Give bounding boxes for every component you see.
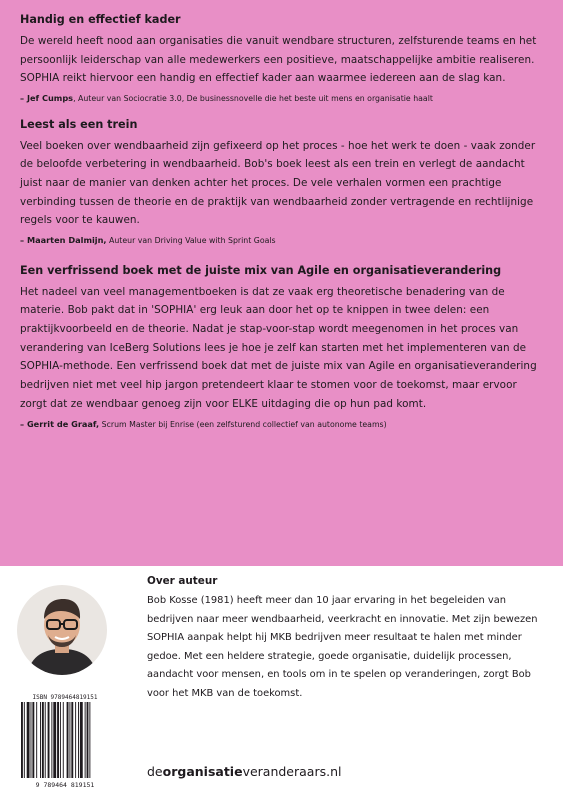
barcode-bar xyxy=(75,702,76,778)
barcode-bar xyxy=(40,702,41,778)
barcode-bar xyxy=(87,702,89,778)
review-body: De wereld heeft nood aan organisaties die vanuit wendbare structuren, zelfsturende teams en het persoonlijk leiderschap van alle medewerkers een positieve, maatschappelijke ambitie realiseren. SOPHIA reikt hiervoor een handig en effectief kader aan waarmee iedereen aan de slag kan. xyxy=(20,35,537,85)
barcode-bar xyxy=(57,702,59,778)
barcode-bar xyxy=(78,702,79,778)
review-section xyxy=(20,117,541,249)
author-portrait-icon xyxy=(17,585,107,675)
website-prefix: de xyxy=(147,764,163,779)
barcode-bar xyxy=(63,702,64,778)
review-attribution xyxy=(20,417,541,433)
about-title: Over auteur xyxy=(147,575,218,587)
reviewer-name: – Jef Cumps xyxy=(20,93,74,104)
barcode-bar xyxy=(27,702,30,778)
isbn-barcode xyxy=(15,690,115,790)
barcode-bar xyxy=(85,702,86,778)
barcode-bar xyxy=(32,702,34,778)
review-attribution xyxy=(20,233,541,249)
barcode-bar xyxy=(48,702,50,778)
about-author xyxy=(147,573,547,704)
reviewer-name: – Maarten Dalmijn, xyxy=(20,235,107,246)
reviewer-role: , Auteur van Sociocratie 3.0, De businessnovelle die het beste uit mens en organisatie haalt xyxy=(73,94,433,104)
review-body: Het nadeel van veel managementboeken is dat ze vaak erg theoretische benadering van de materie. Bob pakt dat in 'SOPHIA' erg leuk aan door het op te knippen in twee delen: een praktijkvoorbeeld en de theorie. Nadat je stap-voor-stap wordt meegenomen in het proces van verandering van IceBerg Solutions lees je hoe je zelf kan starten met het implementeren van de SOPHIA-methode. Een verfrissend boek dat met de juiste mix van Agile en organisatieverandering bedrijven niet met veel hip jargon pretendeert klaar te stomen voor de toekomst, maar ervoor zorgt dat ze wendbaar genoeg zijn voor ELKE uitdaging die op hun pad komt. xyxy=(20,285,537,410)
author-photo xyxy=(17,585,107,675)
barcode-bar xyxy=(42,702,44,778)
barcode-bar xyxy=(67,702,69,778)
barcode-bar xyxy=(21,702,23,778)
barcode-bar xyxy=(31,702,32,778)
barcode-bar xyxy=(89,702,90,778)
reviewer-name: – Gerrit de Graaf, xyxy=(20,418,100,429)
reviewer-role: Auteur van Driving Value with Sprint Goals xyxy=(106,236,276,246)
barcode-bar xyxy=(36,702,37,778)
section-title: Handig en effectief kader xyxy=(20,13,181,26)
section-title: Leest als een trein xyxy=(20,117,138,131)
review-section xyxy=(20,12,541,107)
reviewer-role: Scrum Master bij Enrise (een zelfsturend collectief van autonome teams) xyxy=(99,419,387,429)
website-suffix: veranderaars.nl xyxy=(242,764,342,779)
barcode-digits: 9 789464 819151 xyxy=(35,781,95,789)
review-section xyxy=(20,263,541,432)
barcode-bar xyxy=(69,702,70,778)
barcode-icon xyxy=(15,690,115,790)
review-body: Veel boeken over wendbaarheid zijn gefixeerd op het proces - hoe het werk te doen - vaak zonder de beloofde verbetering in wendbaarheid. Bob's boek leest als een trein en verlegt de aandacht juist naar de manier van denken achter het proces. De vele verhalen vormen een prachtige verbinding tussen de theorie en de praktijk van wendbaarheid zonder vertragende en rechtlijnige regels voor te kauwen. xyxy=(20,139,536,227)
barcode-bar xyxy=(71,702,73,778)
barcode-bar xyxy=(60,702,61,778)
section-title: Een verfrissend boek met de juiste mix van Agile en organisatieverandering xyxy=(20,263,502,277)
barcode-bar xyxy=(53,702,56,778)
barcode-bar xyxy=(45,702,46,778)
barcode-bar xyxy=(51,702,52,778)
barcode-bar xyxy=(24,702,25,778)
website-url xyxy=(147,764,341,779)
isbn-text: ISBN 9789464819151 xyxy=(32,694,98,701)
review-attribution xyxy=(20,91,541,107)
about-body: Bob Kosse (1981) heeft meer dan 10 jaar ervaring in het begeleiden van bedrijven naar meer wendbaarheid, veerkracht en innovatie. Met zijn bewezen SOPHIA aanpak helpt hij MKB bedrijven meer resultaat te halen met minder gedoe. Met een heldere strategie, goede organisatie, duidelijk processen, aandacht voor mensen, en tools om in te spelen op veranderingen, zorgt Bob voor het MKB van de toekomst. xyxy=(147,595,538,699)
barcode-bar xyxy=(80,702,83,778)
website-bold: organisatie xyxy=(162,764,243,779)
